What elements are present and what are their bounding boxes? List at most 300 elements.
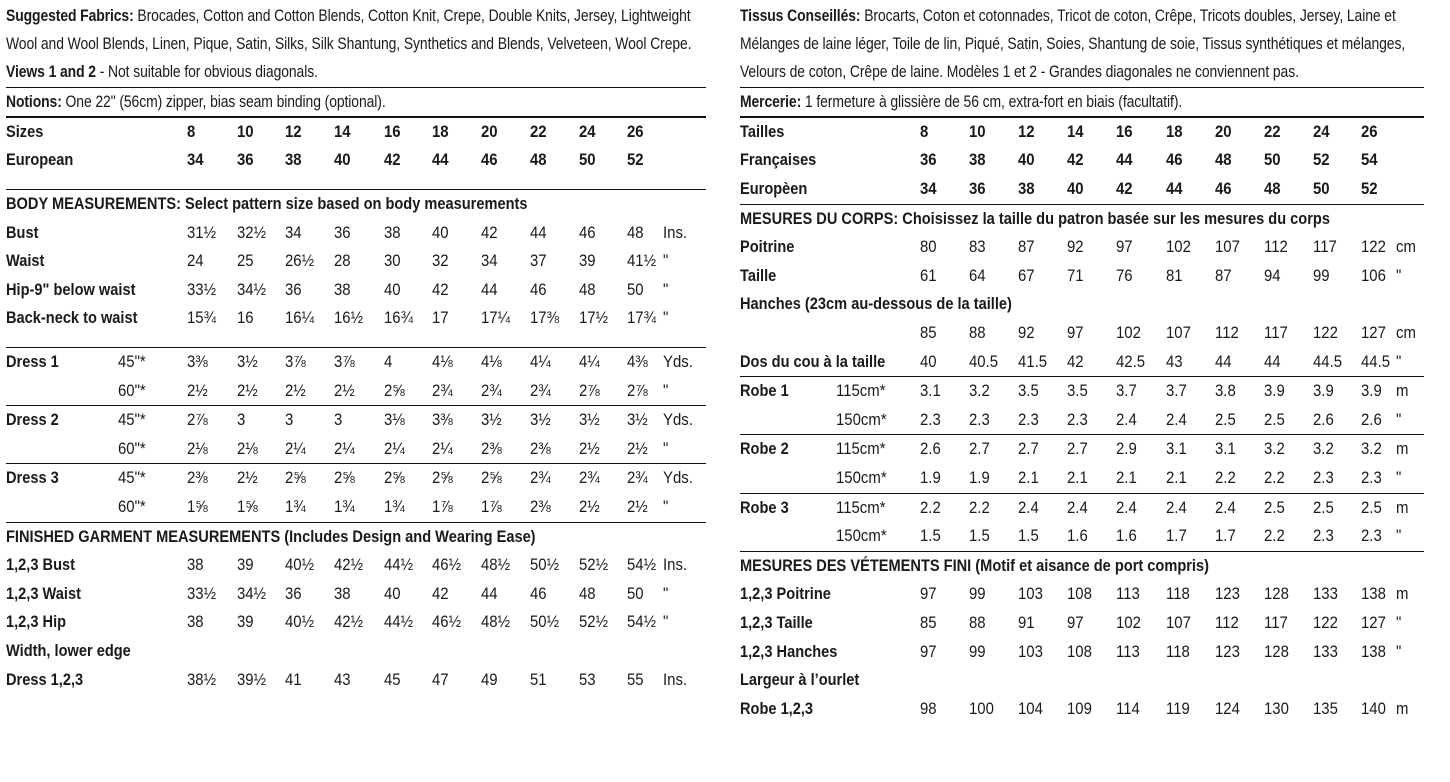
unit-label: "	[1396, 526, 1402, 546]
section-heading: Width, lower edge	[6, 640, 131, 660]
cell-value: 2.1	[1018, 467, 1039, 487]
fabric-width: 45"*	[118, 468, 146, 488]
fabric-width: 60"*	[118, 496, 146, 516]
row-label: Poitrine	[740, 237, 795, 257]
views-label: Views 1 and 2	[6, 63, 96, 82]
cell-value: 3½	[237, 351, 258, 371]
cell-value: 3½	[579, 410, 600, 430]
fabric-width: 115cm*	[836, 497, 886, 517]
row-label: Robe 2	[740, 439, 789, 459]
cell-value: 3⅛	[384, 410, 405, 430]
yardage-row	[740, 377, 1424, 406]
cell-value: 3.1	[1215, 439, 1236, 459]
european-sizes-row	[6, 146, 706, 175]
cell-value: 112	[1215, 612, 1239, 632]
fabric-width: 45"*	[118, 351, 146, 371]
cell-value: 94	[1264, 265, 1281, 285]
cell-value: 85	[920, 612, 937, 632]
cell-value: 3.8	[1215, 381, 1236, 401]
cell-value: 2.6	[920, 439, 941, 459]
notions-text: One 22" (56cm) zipper, bias seam binding (optional).	[61, 92, 386, 111]
cell-value: 44	[1116, 150, 1133, 170]
unit-label: Ins.	[663, 555, 688, 575]
row-label: 1,2,3 Hip	[6, 612, 67, 632]
yardage-row	[740, 435, 1424, 464]
cell-value: 47	[432, 669, 449, 689]
cell-value: 61	[920, 265, 937, 285]
cell-value: 128	[1264, 584, 1289, 604]
cell-value: 2.5	[1313, 497, 1334, 517]
cell-value: 10	[237, 121, 254, 141]
cell-value: 42	[481, 222, 498, 242]
cell-value: 3⅞	[334, 351, 355, 371]
cell-value: 127	[1361, 322, 1386, 342]
notions-label: Notions:	[6, 92, 62, 111]
finished-measurement-row	[6, 608, 706, 637]
cell-value: 1.6	[1067, 526, 1088, 546]
cell-value: 25	[237, 251, 254, 271]
cell-value: 133	[1313, 641, 1338, 661]
unit-label: m	[1396, 698, 1409, 718]
cell-value: 16¼	[285, 308, 315, 328]
cell-value: 1⅝	[237, 496, 258, 516]
cell-value: 2.7	[969, 439, 990, 459]
cell-value: 33½	[187, 583, 217, 603]
cell-value: 2⅞	[579, 380, 600, 400]
cell-value: 42	[432, 583, 449, 603]
cell-value: 2.1	[1116, 467, 1137, 487]
cell-value: 1¾	[285, 496, 306, 516]
cell-value: 46½	[432, 612, 462, 632]
cell-value: 50	[1264, 150, 1281, 170]
cell-value: 119	[1166, 698, 1190, 718]
cell-value: 2.2	[1264, 467, 1285, 487]
cell-value: 17¼	[481, 308, 511, 328]
notions-paragraph	[6, 88, 706, 116]
cell-value: 2½	[187, 380, 208, 400]
section-heading: Hanches (23cm au-dessous de la taille)	[740, 294, 1012, 314]
row-label: Dress 1	[6, 351, 59, 371]
size-table	[740, 118, 1424, 204]
cell-value: 99	[969, 641, 986, 661]
cell-value: 14	[1067, 121, 1084, 141]
cell-value: 39½	[237, 669, 267, 689]
cell-value: 140	[1361, 698, 1386, 718]
cell-value: 30	[384, 251, 401, 271]
mercerie-paragraph	[740, 88, 1424, 116]
cell-value: 26½	[285, 251, 315, 271]
cell-value: 43	[334, 669, 351, 689]
cell-value: 53	[579, 669, 596, 689]
cell-value: 2⅞	[627, 380, 648, 400]
row-label: Françaises	[740, 150, 817, 170]
cell-value: 2⅝	[334, 468, 355, 488]
cell-value: 3.7	[1166, 381, 1187, 401]
cell-value: 97	[1116, 237, 1133, 257]
cell-value: 102	[1166, 237, 1191, 257]
cell-value: 123	[1215, 641, 1240, 661]
cell-value: 39	[237, 555, 254, 575]
cell-value: 2¼	[285, 438, 306, 458]
cell-value: 127	[1361, 612, 1386, 632]
finished-measurements-header	[6, 523, 706, 552]
cell-value: 2.5	[1361, 497, 1382, 517]
cell-value: 99	[1313, 265, 1330, 285]
cell-value: 2¾	[481, 380, 502, 400]
finished-measurement-row	[6, 551, 706, 580]
cell-value: 4⅛	[432, 351, 453, 371]
cell-value: 71	[1067, 265, 1084, 285]
cell-value: 1.6	[1116, 526, 1137, 546]
cell-value: 44.5	[1313, 351, 1343, 371]
cell-value: 42½	[334, 555, 364, 575]
row-label: Dress 2	[6, 410, 59, 430]
cell-value: 50	[627, 583, 644, 603]
cell-value: 40	[1067, 179, 1084, 198]
cell-value: 2.5	[1264, 409, 1285, 429]
cell-value: 39	[579, 251, 596, 271]
cell-value: 85	[920, 322, 937, 342]
cell-value: 2.7	[1067, 439, 1088, 459]
cell-value: 2.6	[1361, 409, 1382, 429]
cell-value: 138	[1361, 584, 1386, 604]
cell-value: 1⅞	[432, 496, 453, 516]
cell-value: 1.7	[1166, 526, 1187, 546]
cell-value: 12	[285, 121, 302, 141]
fabric-width: 60"*	[118, 380, 146, 400]
cell-value: 2½	[237, 380, 258, 400]
cell-value: 49	[481, 669, 498, 689]
cell-value: 130	[1264, 698, 1289, 718]
cell-value: 16	[1116, 121, 1133, 141]
suggested-fabrics-label: Suggested Fabrics:	[6, 7, 134, 25]
cell-value: 102	[1116, 322, 1141, 342]
unit-label: "	[663, 612, 669, 632]
mesures-du-corps-header	[740, 205, 1424, 234]
cell-value: 1.7	[1215, 526, 1236, 546]
cell-value: 40	[1018, 150, 1035, 170]
cell-value: 38	[285, 150, 302, 170]
unit-label: m	[1396, 584, 1409, 604]
cell-value: 2⅛	[187, 438, 208, 458]
cell-value: 50	[579, 150, 596, 170]
cell-value: 3⅞	[285, 351, 306, 371]
row-label: Robe 1	[740, 381, 789, 401]
cell-value: 52½	[579, 555, 609, 575]
unit-label: "	[1396, 641, 1402, 661]
row-label: 1,2,3 Waist	[6, 583, 81, 603]
cell-value: 1⅝	[187, 496, 208, 516]
cell-value: 36	[285, 279, 302, 299]
cell-value: 1¾	[334, 496, 355, 516]
cell-value: 40	[334, 150, 351, 170]
cell-value: 100	[969, 698, 994, 718]
cell-value: 40	[920, 351, 937, 371]
cell-value: 22	[1264, 121, 1281, 141]
cell-value: 109	[1067, 698, 1092, 718]
cell-value: 3.5	[1067, 381, 1088, 401]
cell-value: 17¾	[627, 308, 657, 328]
cell-value: 17½	[579, 308, 609, 328]
unit-label: Yds.	[663, 410, 693, 430]
cell-value: 114	[1116, 698, 1140, 718]
body-measurements-table	[6, 190, 706, 333]
cell-value: 16½	[334, 308, 364, 328]
row-label: Robe 3	[740, 497, 789, 517]
cell-value: 4	[384, 351, 393, 371]
cell-value: 138	[1361, 641, 1386, 661]
cell-value: 40	[384, 279, 401, 299]
cell-value: 2¼	[432, 438, 453, 458]
cell-value: 3.1	[920, 381, 941, 401]
fabric-width: 150cm*	[836, 409, 887, 429]
cell-value: 17⅜	[530, 308, 560, 328]
yardage-row	[6, 435, 706, 464]
cell-value: 14	[334, 121, 351, 141]
body-measurement-row	[6, 276, 706, 305]
unit-label: "	[663, 438, 669, 458]
fabric-width: 60"*	[118, 438, 146, 458]
cell-value: 2.9	[1116, 439, 1137, 459]
europeen-sizes-row	[740, 175, 1424, 204]
cell-value: 36	[237, 150, 254, 170]
cell-value: 44½	[384, 555, 414, 575]
yardage-row	[740, 522, 1424, 551]
cell-value: 50½	[530, 555, 560, 575]
cell-value: 42	[1067, 351, 1084, 371]
cell-value: 52	[1361, 179, 1378, 198]
section-heading: MESURES DU CORPS: Choisissez la taille du patron basée sur les mesures du corps	[740, 208, 1330, 228]
cell-value: 52	[1313, 150, 1330, 170]
cell-value: 48	[627, 222, 644, 242]
cell-value: 1⅞	[481, 496, 502, 516]
cell-value: 2.4	[1116, 409, 1137, 429]
cell-value: 2½	[285, 380, 306, 400]
finished-measurement-row	[6, 580, 706, 609]
yardage-row	[6, 377, 706, 406]
cell-value: 2⅛	[237, 438, 258, 458]
row-label: Bust	[6, 222, 39, 242]
cell-value: 24	[187, 251, 204, 271]
cell-value: 18	[432, 121, 449, 141]
cell-value: 2⅜	[481, 438, 502, 458]
mesures-vetements-header	[740, 552, 1424, 581]
cell-value: 3.9	[1361, 381, 1382, 401]
cell-value: 36	[920, 150, 937, 170]
cell-value: 3.5	[1018, 381, 1039, 401]
unit-label: cm	[1396, 322, 1416, 342]
cell-value: 118	[1166, 584, 1190, 604]
finished-width-row	[6, 666, 706, 695]
unit-label: "	[1396, 265, 1402, 285]
cell-value: 2½	[627, 438, 648, 458]
cell-value: 48½	[481, 555, 511, 575]
mercerie-text: 1 fermeture à glissière de 56 cm, extra-fort en biais (facultatif).	[801, 92, 1183, 111]
cell-value: 108	[1067, 641, 1092, 661]
cell-value: 104	[1018, 698, 1043, 718]
cell-value: 97	[1067, 612, 1084, 632]
cell-value: 64	[969, 265, 986, 285]
cell-value: 38	[187, 612, 204, 632]
cell-value: 32	[432, 251, 449, 271]
cell-value: 88	[969, 612, 986, 632]
cell-value: 34½	[237, 583, 267, 603]
cell-value: 2.3	[969, 409, 990, 429]
cell-value: 46	[530, 279, 547, 299]
width-lower-edge-label	[6, 637, 706, 666]
cell-value: 80	[920, 237, 937, 257]
yardage-table	[740, 377, 1424, 552]
cell-value: 37	[530, 251, 547, 271]
cell-value: 2.3	[1361, 526, 1382, 546]
cell-value: 2¾	[530, 468, 551, 488]
cell-value: 2.3	[920, 409, 941, 429]
cell-value: 39	[237, 612, 254, 632]
cell-value: 38	[384, 222, 401, 242]
cell-value: 123	[1215, 584, 1240, 604]
cell-value: 2⅝	[432, 468, 453, 488]
cell-value: 18	[1166, 121, 1183, 141]
cell-value: 3.2	[1361, 439, 1382, 459]
cell-value: 46	[1215, 179, 1232, 198]
mercerie-label: Mercerie:	[740, 92, 802, 111]
cell-value: 99	[969, 584, 986, 604]
cell-value: 15¾	[187, 308, 217, 328]
cell-value: 2.6	[1313, 409, 1334, 429]
unit-label: m	[1396, 497, 1409, 517]
cell-value: 50	[1313, 179, 1330, 198]
cell-value: 112	[1264, 237, 1288, 257]
cell-value: 117	[1313, 237, 1337, 257]
cell-value: 32½	[237, 222, 267, 242]
row-label: Tailles	[740, 121, 785, 141]
finished-width-row	[740, 695, 1424, 724]
cell-value: 8	[920, 121, 929, 141]
cell-value: 44	[481, 279, 498, 299]
cell-value: 52	[627, 150, 644, 170]
cell-value: 97	[920, 584, 937, 604]
unit-label: "	[663, 380, 669, 400]
cell-value: 31½	[187, 222, 217, 242]
cell-value: 26	[1361, 121, 1378, 141]
row-label: Waist	[6, 251, 45, 271]
cell-value: 40	[432, 222, 449, 242]
yardage-row	[740, 494, 1424, 523]
cell-value: 2.4	[1116, 497, 1137, 517]
cell-value: 107	[1166, 612, 1191, 632]
cell-value: 2.2	[1264, 526, 1285, 546]
tissus-conseilles-label: Tissus Conseillés:	[740, 7, 861, 25]
cell-value: 16¾	[384, 308, 414, 328]
cell-value: 38	[334, 583, 351, 603]
cell-value: 2.2	[1215, 467, 1236, 487]
yardage-table	[6, 348, 706, 523]
unit-label: "	[663, 279, 669, 299]
cell-value: 46½	[432, 555, 462, 575]
cell-value: 3.2	[1313, 439, 1334, 459]
unit-label: Yds.	[663, 351, 693, 371]
unit-label: Yds.	[663, 468, 693, 488]
cell-value: 67	[1018, 265, 1035, 285]
cell-value: 2½	[334, 380, 355, 400]
yardage-row	[6, 464, 706, 493]
row-label: 1,2,3 Bust	[6, 555, 75, 575]
cell-value: 38	[187, 555, 204, 575]
cell-value: 1¾	[384, 496, 405, 516]
cell-value: 1.9	[969, 467, 990, 487]
cell-value: 54	[1361, 150, 1378, 170]
finished-measurements-table	[6, 523, 706, 695]
cell-value: 41	[285, 669, 302, 689]
cell-value: 122	[1361, 237, 1386, 257]
cell-value: 128	[1264, 641, 1289, 661]
cell-value: 2.1	[1067, 467, 1088, 487]
cell-value: 48	[1215, 150, 1232, 170]
francaises-sizes-row	[740, 146, 1424, 175]
unit-label: "	[1396, 467, 1402, 487]
cell-value: 42	[1067, 150, 1084, 170]
tissus-conseilles-text: Brocarts, Coton et cotonnades, Tricot de coton, Crêpe, Tricots doubles, Jersey, Laine et Mélanges de laine léger, Toile de lin, Piqué, Satin, Soies, Shantung de soie, Tissus synthétiques et mélanges, Velours de coton, Crêpe de laine. Modèles 1 et 2 - Grandes diagonales ne conviennent pas.	[740, 7, 1406, 82]
row-label: Taille	[740, 265, 777, 285]
cell-value: 33½	[187, 279, 217, 299]
cell-value: 87	[1215, 265, 1232, 285]
cell-value: 2.4	[1018, 497, 1039, 517]
cell-value: 2½	[579, 496, 600, 516]
english-column	[6, 2, 706, 694]
cell-value: 46	[481, 150, 498, 170]
row-label: Dress 1,2,3	[6, 669, 84, 689]
cell-value: 92	[1018, 322, 1035, 342]
section-heading: Largeur à l’ourlet	[740, 670, 860, 690]
cell-value: 2⅜	[187, 468, 208, 488]
cell-value: 2.3	[1361, 467, 1382, 487]
unit-label: m	[1396, 439, 1409, 459]
unit-label: "	[663, 308, 669, 328]
cell-value: 117	[1264, 612, 1288, 632]
french-column	[740, 2, 1424, 723]
largeur-ourlet-label	[740, 666, 1424, 695]
finished-measurement-row	[740, 638, 1424, 667]
hanches-label	[740, 290, 1424, 319]
cell-value: 2¾	[579, 468, 600, 488]
cell-value: 98	[920, 698, 937, 718]
cell-value: 103	[1018, 584, 1043, 604]
cell-value: 44	[530, 222, 547, 242]
cell-value: 2½	[237, 468, 258, 488]
cell-value: 122	[1313, 612, 1338, 632]
cell-value: 4¼	[530, 351, 551, 371]
cell-value: 2⅝	[481, 468, 502, 488]
size-table	[6, 118, 706, 175]
cell-value: 106	[1361, 265, 1386, 285]
cell-value: 44	[1166, 179, 1183, 198]
cell-value: 42.5	[1116, 351, 1146, 371]
finished-measurements-table	[740, 552, 1424, 724]
cell-value: 1.5	[969, 526, 990, 546]
cell-value: 44	[481, 583, 498, 603]
cell-value: 54½	[627, 612, 657, 632]
body-measurement-row	[6, 304, 706, 333]
cell-value: 4⅜	[627, 351, 648, 371]
unit-label: "	[663, 251, 669, 271]
row-label: Dress 3	[6, 468, 59, 488]
cell-value: 34	[481, 251, 498, 271]
cell-value: 81	[1166, 265, 1183, 285]
cell-value: 2⅜	[530, 438, 551, 458]
cell-value: 2¾	[530, 380, 551, 400]
cell-value: 42½	[334, 612, 364, 632]
cell-value: 3.9	[1313, 381, 1334, 401]
